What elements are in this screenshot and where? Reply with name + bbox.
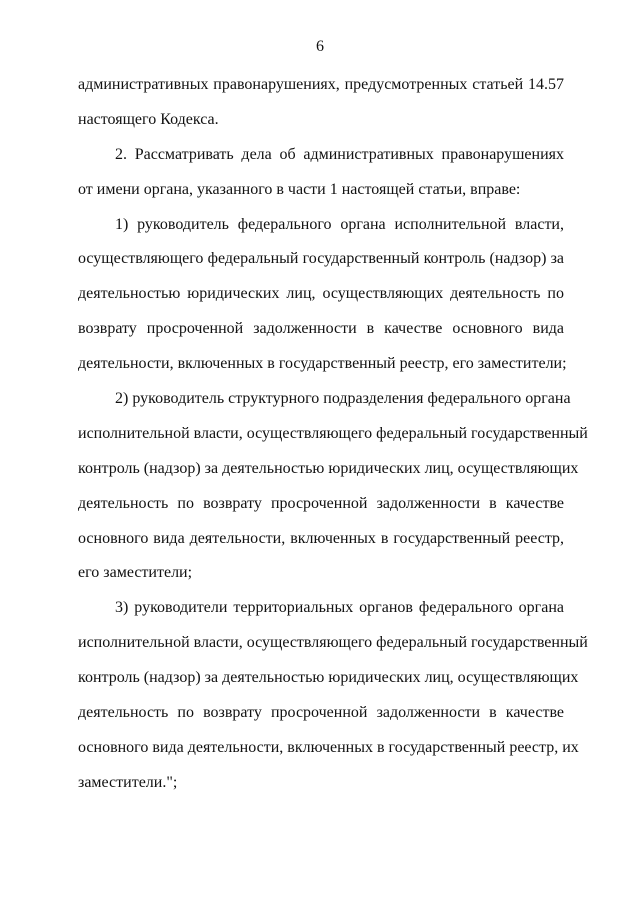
text-line: 3) руководители территориальных органов федерального органа xyxy=(115,599,564,617)
text-line: настоящего Кодекса. xyxy=(78,110,219,128)
text-line: возврату просроченной задолженности в качестве основного вида xyxy=(78,320,564,338)
text-line: исполнительной власти, осуществляющего федеральный государственный xyxy=(78,424,588,442)
text-line: осуществляющего федеральный государственный контроль (надзор) за xyxy=(78,250,564,268)
text-line: от имени органа, указанного в части 1 настоящей статьи, вправе: xyxy=(78,180,521,198)
paragraph xyxy=(78,382,588,591)
paragraph xyxy=(78,591,588,800)
text-line: деятельность по возврату просроченной задолженности в качестве xyxy=(78,704,564,722)
paragraph xyxy=(78,208,567,382)
text-line: его заместители; xyxy=(78,564,193,582)
text-line: 2. Рассматривать дела об административных правонарушениях xyxy=(115,145,564,163)
paragraph xyxy=(78,138,564,208)
text-line: основного вида деятельности, включенных в государственный реестр, их xyxy=(78,738,579,756)
text-line: 1) руководитель федерального органа исполнительной власти, xyxy=(115,215,564,233)
text-line: деятельность по возврату просроченной задолженности в качестве xyxy=(78,494,564,512)
text-line: заместители."; xyxy=(78,773,178,791)
text-line: контроль (надзор) за деятельностью юридических лиц, осуществляющих xyxy=(78,669,579,687)
text-line: контроль (надзор) за деятельностью юридических лиц, осуществляющих xyxy=(78,459,579,477)
document-body xyxy=(78,68,588,801)
text-line: 2) руководитель структурного подразделения федерального органа xyxy=(115,390,571,408)
paragraph xyxy=(78,68,564,138)
text-line: основного вида деятельности, включенных в государственный реестр, xyxy=(78,529,564,547)
text-line: исполнительной власти, осуществляющего федеральный государственный xyxy=(78,634,588,652)
page-number: 6 xyxy=(316,38,324,55)
text-line: деятельностью юридических лиц, осуществляющих деятельность по xyxy=(78,285,564,303)
text-line: административных правонарушениях, предусмотренных статьей 14.57 xyxy=(78,76,564,93)
text-line: деятельности, включенных в государственный реестр, его заместители; xyxy=(78,355,567,373)
